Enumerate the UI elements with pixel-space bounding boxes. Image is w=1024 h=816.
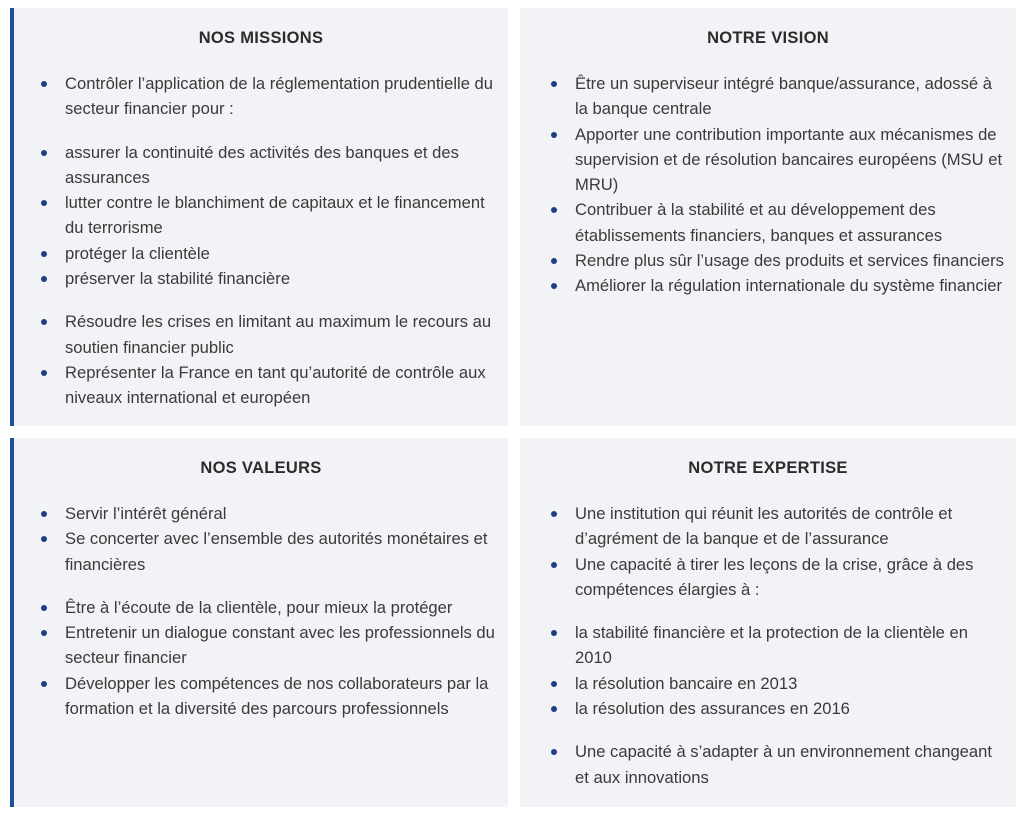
bullet-icon: [551, 511, 557, 517]
list-item: Entretenir un dialogue constant avec les professionnels du secteur financier: [10, 620, 500, 671]
list-item: Une capacité à tirer les leçons de la crise, grâce à des compétences élargies à :: [520, 552, 1008, 603]
vision-panel: [520, 8, 1016, 426]
list-item: Rendre plus sûr l’usage des produits et services financiers: [520, 248, 1008, 273]
list-item: Développer les compétences de nos collaborateurs par la formation et la diversité des parcours professionnels: [10, 671, 500, 722]
valeurs-panel: [10, 438, 508, 807]
missions-title: NOS MISSIONS: [198, 29, 324, 47]
missions-panel: [10, 8, 508, 426]
list-item: Une capacité à s’adapter à un environnement changeant et aux innovations: [520, 739, 1008, 790]
list-item: Représenter la France en tant qu’autorité de contrôle aux niveaux international et européen: [10, 360, 500, 411]
bullet-icon: [41, 536, 47, 542]
bullet-icon: [551, 207, 557, 213]
bullet-icon: [41, 681, 47, 687]
bullet-icon: [41, 276, 47, 282]
bullet-icon: [551, 81, 557, 87]
bullet-icon: [41, 251, 47, 257]
bullet-icon: [41, 511, 47, 517]
list-item: Apporter une contribution importante aux mécanismes de supervision et de résolution bancaires européens (MSU et MRU): [520, 122, 1008, 198]
missions-list: [10, 71, 500, 411]
list-item: protéger la clientèle: [10, 241, 500, 266]
expertise-title: NOTRE EXPERTISE: [688, 459, 848, 477]
vision-title: NOTRE VISION: [707, 29, 829, 47]
list-item: la résolution des assurances en 2016: [520, 696, 1008, 721]
bullet-icon: [41, 200, 47, 206]
list-item: Contrôler l’application de la réglementation prudentielle du secteur financier pour :: [10, 71, 500, 122]
list-item: Servir l’intérêt général: [10, 501, 500, 526]
list-item: la résolution bancaire en 2013: [520, 671, 1008, 696]
list-item: Une institution qui réunit les autorités de contrôle et d’agrément de la banque et de l’assurance: [520, 501, 1008, 552]
bullet-icon: [551, 562, 557, 568]
list-item: assurer la continuité des activités des banques et des assurances: [10, 140, 500, 191]
list-item: la stabilité financière et la protection de la clientèle en 2010: [520, 620, 1008, 671]
list-item: Être un superviseur intégré banque/assurance, adossé à la banque centrale: [520, 71, 1008, 122]
list-item: Résoudre les crises en limitant au maximum le recours au soutien financier public: [10, 309, 500, 360]
list-item: Contribuer à la stabilité et au développement des établissements financiers, banques et assurances: [520, 197, 1008, 248]
list-item: Se concerter avec l’ensemble des autorités monétaires et financières: [10, 526, 500, 577]
bullet-icon: [551, 283, 557, 289]
valeurs-title: NOS VALEURS: [200, 459, 322, 477]
list-item: Améliorer la régulation internationale du système financier: [520, 273, 1008, 298]
bullet-icon: [41, 81, 47, 87]
bullet-icon: [41, 630, 47, 636]
list-item: Être à l’écoute de la clientèle, pour mieux la protéger: [10, 595, 500, 620]
bullet-icon: [41, 370, 47, 376]
expertise-panel: [520, 438, 1016, 807]
expertise-list: [520, 501, 1008, 790]
list-item: préserver la stabilité financière: [10, 266, 500, 291]
list-item: lutter contre le blanchiment de capitaux et le financement du terrorisme: [10, 190, 500, 241]
bullet-icon: [551, 630, 557, 636]
bullet-icon: [41, 319, 47, 325]
vision-list: [520, 71, 1008, 299]
bullet-icon: [551, 681, 557, 687]
valeurs-list: [10, 501, 500, 721]
bullet-icon: [551, 749, 557, 755]
bullet-icon: [551, 706, 557, 712]
bullet-icon: [41, 150, 47, 156]
bullet-icon: [551, 132, 557, 138]
bullet-icon: [551, 258, 557, 264]
bullet-icon: [41, 605, 47, 611]
